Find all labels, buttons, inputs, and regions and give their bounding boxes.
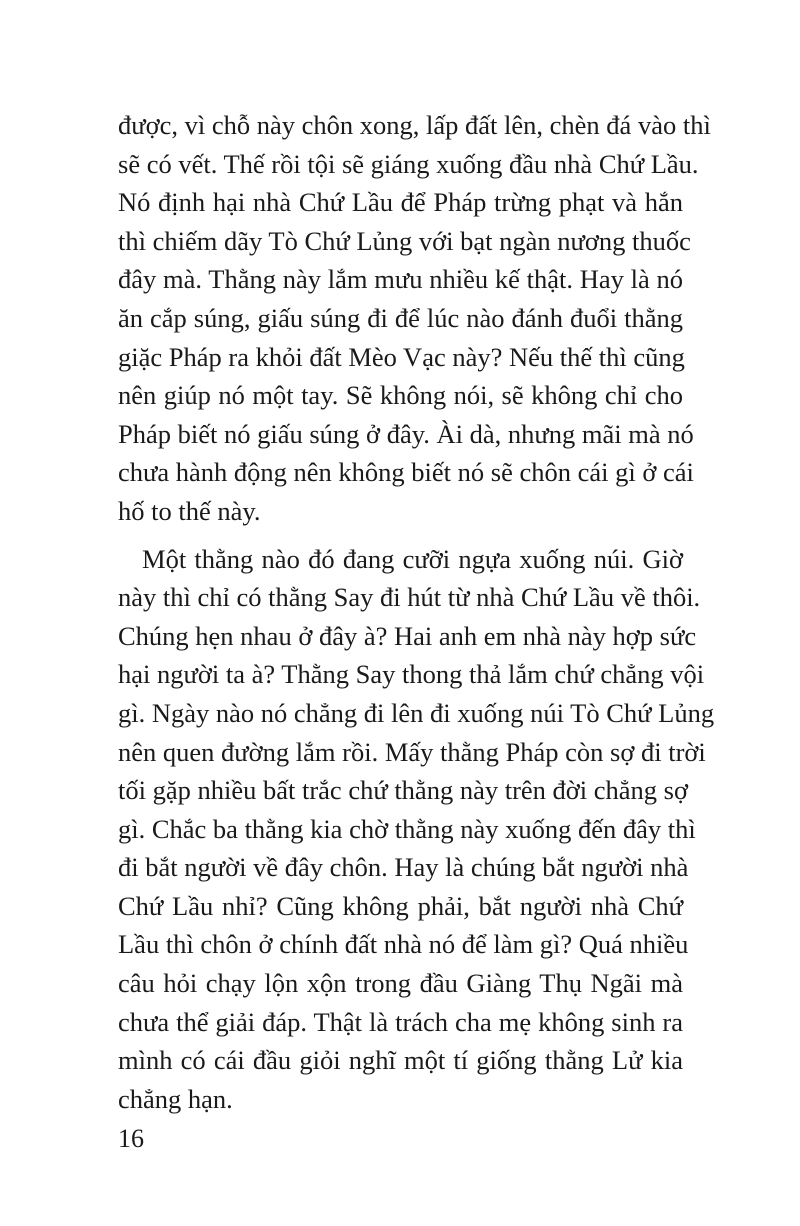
text-line: nên quen đường lắm rồi. Mấy thằng Pháp còn sợ đi trời xyxy=(118,736,706,767)
text-line: sẽ có vết. Thế rồi tội sẽ giáng xuống đầu nhà Chứ Lầu. xyxy=(118,148,699,179)
text-line: nên giúp nó một tay. Sẽ không nói, sẽ không chỉ cho xyxy=(118,380,683,411)
text-line: Lầu thì chôn ở chính đất nhà nó để làm gì? Quá nhiều xyxy=(118,929,689,960)
paragraph xyxy=(118,540,715,1119)
text-line: hố to thế này. xyxy=(118,495,261,526)
text-line: đây mà. Thằng này lắm mưu nhiều kế thật. Hay là nó xyxy=(118,264,683,295)
text-line: câu hỏi chạy lộn xộn trong đầu Giàng Thụ Ngãi mà xyxy=(118,968,683,999)
text-line: Chứ Lầu nhỉ? Cũng không phải, bắt người nhà Chứ xyxy=(118,890,683,921)
text-line: gì. Chắc ba thằng kia chờ thằng này xuống đến đây thì xyxy=(118,813,696,844)
text-line: hại người ta à? Thằng Say thong thả lắm chứ chẳng vội xyxy=(118,659,705,690)
text-line: được, vì chỗ này chôn xong, lấp đất lên, chèn đá vào thì xyxy=(118,110,711,140)
text-line: đi bắt người về đây chôn. Hay là chúng bắt người nhà xyxy=(118,852,689,883)
text-line: Nó định hại nhà Chứ Lầu để Pháp trừng phạt và hắn xyxy=(118,187,683,218)
text-line: ăn cắp súng, giấu súng đi để lúc nào đánh đuổi thằng xyxy=(118,302,683,333)
text-line: chẳng hạn. xyxy=(118,1083,233,1114)
text-line: Chúng hẹn nhau ở đây à? Hai anh em nhà này hợp sức xyxy=(118,620,697,651)
text-line: mình có cái đầu giỏi nghĩ một tí giống thằng Lử kia xyxy=(118,1045,683,1076)
text-line: chưa thể giải đáp. Thật là trách cha mẹ không sinh ra xyxy=(118,1006,683,1037)
text-line: Pháp biết nó giấu súng ở đây. Ài dà, nhưng mãi mà nó xyxy=(118,418,694,449)
paragraph xyxy=(118,106,711,531)
text-line: gì. Ngày nào nó chẳng đi lên đi xuống núi Tò Chứ Lủng xyxy=(118,697,715,728)
text-line: này thì chỉ có thằng Say đi hút từ nhà Chứ Lầu về thôi. xyxy=(118,582,701,613)
text-line: tối gặp nhiều bất trắc chứ thằng này trên đời chẳng sợ xyxy=(118,775,689,806)
text-line: Một thằng nào đó đang cưỡi ngựa xuống núi. Giờ xyxy=(142,543,683,574)
page-body xyxy=(118,106,715,1118)
text-line: chưa hành động nên không biết nó sẽ chôn cái gì ở cái xyxy=(118,457,694,488)
text-line: thì chiếm dãy Tò Chứ Lủng với bạt ngàn nương thuốc xyxy=(118,225,691,256)
text-line: giặc Pháp ra khỏi đất Mèo Vạc này? Nếu thế thì cũng xyxy=(118,341,685,372)
page-number: 16 xyxy=(118,1124,144,1153)
